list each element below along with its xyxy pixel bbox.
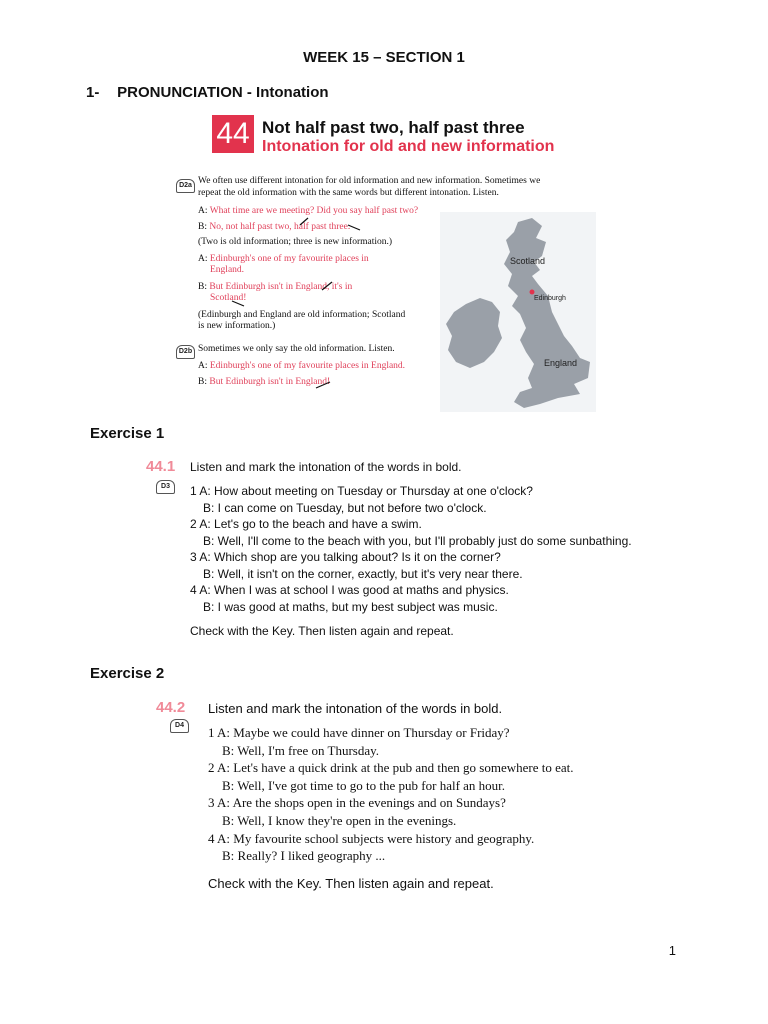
- exercise-2-line: 3 A: Are the shops open in the evenings and on Sundays?: [208, 795, 506, 811]
- exercise-2-footer: Check with the Key. Then listen again and repeat.: [208, 876, 494, 891]
- exercise-2-line: B: Well, I've got time to go to the pub for half an hour.: [222, 777, 506, 793]
- exercise-1-line: B: I was good at maths, but my best subject was music.: [203, 599, 498, 614]
- note-2-line-2: is new information.): [198, 321, 276, 331]
- exercise-2-number: 44.2: [156, 699, 186, 716]
- headphones-icon: D4: [170, 719, 189, 733]
- exercise-2-line: 1 A: Maybe we could have dinner on Thursday or Friday?: [208, 725, 510, 740]
- dialogue-2-b: B: But Edinburgh isn't in England, it's in: [198, 282, 353, 292]
- unit-intro-1: We often use different intonation for old information and new information. Sometimes we: [198, 176, 541, 186]
- exercise-1-instruction: Listen and mark the intonation of the words in bold.: [190, 460, 462, 474]
- exercise-2-line: B: Well, I know they're open in the evenings.: [222, 812, 457, 828]
- exercise-1-line: 1 A: How about meeting on Tuesday or Thursday at one o'clock?: [190, 484, 533, 498]
- dialogue-2-a: A: Edinburgh's one of my favourite places in: [198, 254, 369, 264]
- headphones-icon: D2b: [176, 345, 195, 359]
- exercise-1-heading: Exercise 1: [90, 425, 165, 442]
- section-heading: [86, 84, 329, 101]
- map-label-england: England: [544, 358, 578, 368]
- dialogue-2-b-cont: Scotland!: [210, 293, 247, 303]
- note-2-line-1: (Edinburgh and England are old information; Scotland: [198, 310, 406, 320]
- exercise-1-line: B: I can come on Tuesday, but not before two o'clock.: [203, 500, 487, 515]
- exercise-1-line: 4 A: When I was at school I was good at maths and physics.: [190, 583, 509, 597]
- exercise-1-footer: Check with the Key. Then listen again and repeat.: [190, 624, 454, 638]
- dialogue-3-b: B: But Edinburgh isn't in England!: [198, 377, 331, 387]
- section-title: PRONUNCIATION - Intonation: [117, 84, 329, 101]
- exercise-2-instruction: Listen and mark the intonation of the words in bold.: [208, 701, 503, 716]
- exercise-2-heading: Exercise 2: [90, 665, 165, 682]
- map-label-scotland: Scotland: [510, 256, 546, 266]
- section-number: 1-: [86, 84, 100, 101]
- exercise-2-line: 2 A: Let's have a quick drink at the pub and then go somewhere to eat.: [208, 760, 574, 776]
- exercise-1-line: 3 A: Which shop are you talking about? Is it on the corner?: [190, 550, 501, 564]
- dialogue-1-a: A: What time are we meeting? Did you say half past two?: [198, 206, 419, 216]
- unit-excerpt: [172, 112, 596, 414]
- exercise-1-lines: [190, 483, 632, 615]
- page-title: WEEK 15 – SECTION 1: [303, 49, 465, 66]
- exercise-2-lines: [208, 724, 574, 865]
- exercise-1-line: B: Well, I'll come to the beach with you, but I'll probably just do some sunbathing.: [203, 533, 632, 548]
- page-number: 1: [668, 943, 676, 958]
- headphones-icon: D2a: [176, 179, 195, 193]
- dialogue-2-a-cont: England.: [210, 265, 245, 275]
- headphones-icon: D3: [156, 480, 175, 494]
- dialogue-3-a: A: Edinburgh's one of my favourite places in England.: [198, 361, 406, 371]
- unit-intro-3: Sometimes we only say the old information. Listen.: [198, 344, 395, 354]
- exercise-2-line: 4 A: My favourite school subjects were history and geography.: [208, 830, 535, 846]
- exercise-1-line: B: Well, it isn't on the corner, exactly, but it's very near there.: [203, 566, 523, 581]
- exercise-1-line: 2 A: Let's go to the beach and have a swim.: [190, 517, 422, 531]
- uk-map: [440, 212, 596, 412]
- unit-title: Not half past two, half past three: [262, 118, 525, 137]
- note-1: (Two is old information; three is new information.): [198, 237, 393, 247]
- dialogue-1-b: B: No, not half past two, half past three.: [198, 222, 351, 232]
- exercise-1-number: 44.1: [146, 458, 176, 475]
- exercise-2-line: B: Well, I'm free on Thursday.: [222, 742, 380, 758]
- map-label-edinburgh: Edinburgh: [534, 295, 566, 302]
- unit-subtitle: Intonation for old and new information: [262, 138, 555, 155]
- unit-number-badge: 44: [212, 115, 254, 153]
- exercise-2-line: B: Really? I liked geography ...: [222, 848, 386, 864]
- unit-intro-2: repeat the old information with the same words but different intonation. Listen.: [198, 188, 499, 198]
